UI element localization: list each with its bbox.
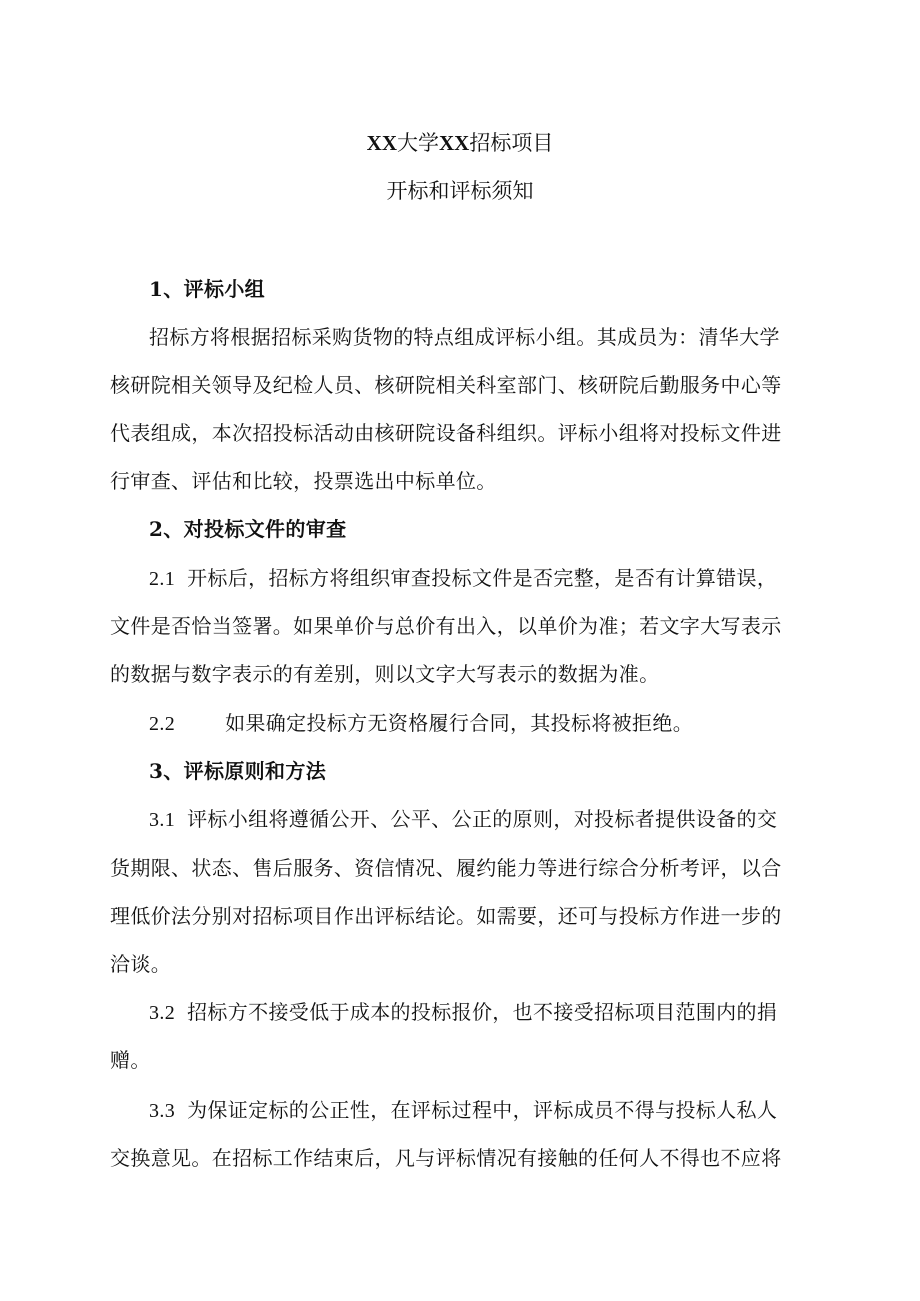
paragraph-line: 文件是否恰当签署。如果单价与总价有出入，以单价为准；若文字大写表示 <box>110 614 782 638</box>
clause-text: 为保证定标的公正性，在评标过程中，评标成员不得与投标人私人 <box>187 1098 778 1122</box>
clause-number: 3.3 <box>149 1100 176 1122</box>
section-heading-1: 1、评标小组 <box>149 277 266 301</box>
clause-text: 招标方不接受低于成本的投标报价，也不接受招标项目范围内的捐 <box>187 1000 778 1024</box>
clause-3-1 <box>149 804 812 835</box>
document-title <box>0 128 920 158</box>
clause-3-3 <box>149 1095 812 1126</box>
title-xx-1: XX <box>366 131 397 155</box>
clause-number: 3.1 <box>149 809 176 831</box>
clause-text: 评标小组将遵循公开、公平、公正的原则，对投标者提供设备的交 <box>187 807 778 831</box>
paragraph-line: 货期限、状态、售后服务、资信情况、履约能力等进行综合分析考评，以合 <box>110 856 782 880</box>
paragraph-line: 赠。 <box>110 1048 151 1072</box>
title-xx-2: XX <box>439 131 470 155</box>
section-heading-3: 3、评标原则和方法 <box>149 759 327 783</box>
paragraph-line: 行审查、评估和比较，投票选出中标单位。 <box>110 469 497 493</box>
clause-number: 3.2 <box>149 1002 176 1024</box>
clause-text: 开标后，招标方将组织审查投标文件是否完整，是否有计算错误， <box>187 566 778 590</box>
clause-2-1 <box>149 563 812 594</box>
title-university: 大学 <box>397 131 439 155</box>
paragraph-line: 交换意见。在招标工作结束后，凡与评标情况有接触的任何人不得也不应将 <box>110 1146 782 1170</box>
paragraph-line: 理低价法分别对招标项目作出评标结论。如需要，还可与投标方作进一步的 <box>110 904 782 928</box>
clause-number: 2.2 <box>149 713 176 735</box>
document-subtitle: 开标和评标须知 <box>386 179 534 203</box>
section-heading-2: 2、对投标文件的审查 <box>149 517 347 541</box>
paragraph-line: 洽谈。 <box>110 952 172 976</box>
paragraph-line: 代表组成，本次招投标活动由核研院设备科组织。评标小组将对投标文件进 <box>110 421 782 445</box>
paragraph-line: 核研院相关领导及纪检人员、核研院相关科室部门、核研院后勤服务中心等 <box>110 373 782 397</box>
clause-number: 2.1 <box>149 568 176 590</box>
clause-2-2 <box>149 708 812 739</box>
paragraph-line: 招标方将根据招标采购货物的特点组成评标小组。其成员为：清华大学 <box>149 325 780 349</box>
clause-text: 如果确定投标方无资格履行合同，其投标将被拒绝。 <box>225 711 694 735</box>
clause-3-2 <box>149 997 812 1028</box>
paragraph-line: 的数据与数字表示的有差别，则以文字大写表示的数据为准。 <box>110 662 660 686</box>
title-project: 招标项目 <box>469 131 554 155</box>
